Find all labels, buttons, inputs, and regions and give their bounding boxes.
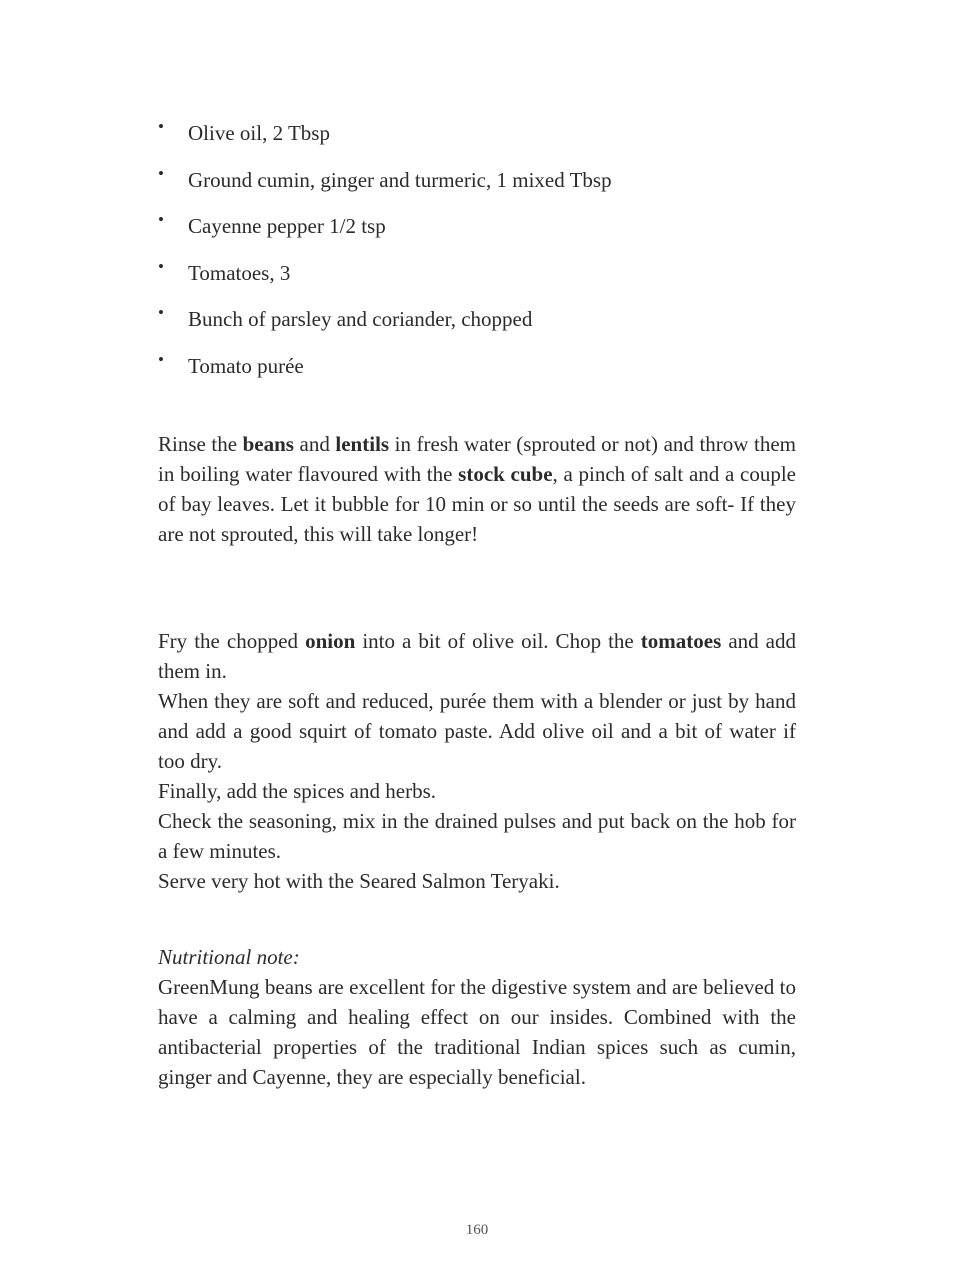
bullet-icon: • <box>158 303 164 323</box>
list-item <box>158 118 796 148</box>
text-run: and <box>293 432 336 456</box>
nutritional-note <box>158 942 796 1092</box>
bullet-icon: • <box>158 256 164 276</box>
method-line: When they are soft and reduced, purée them with a blender or just by hand and add a good squirt of tomato paste. Add olive oil and a bit of water if too dry. <box>158 689 796 773</box>
text-run: Fry the chopped <box>158 629 306 653</box>
text-run: into a bit of olive oil. Chop the <box>355 629 641 653</box>
note-heading: Nutritional note: <box>158 945 300 969</box>
method-line <box>158 626 796 686</box>
ingredient-text: Tomato purée <box>188 353 304 378</box>
method-line: Finally, add the spices and herbs. <box>158 779 436 803</box>
ingredient-text: Bunch of parsley and coriander, chopped <box>188 307 533 332</box>
ingredient-text: Cayenne pepper 1/2 tsp <box>188 214 386 239</box>
bold-text: beans <box>242 432 294 456</box>
ingredient-text: Olive oil, 2 Tbsp <box>188 121 330 145</box>
bullet-icon: • <box>158 210 164 230</box>
list-item <box>158 304 796 334</box>
method-line: Serve very hot with the Seared Salmon Teryaki. <box>158 869 560 893</box>
list-item <box>158 211 796 241</box>
rinse-paragraph <box>158 429 796 549</box>
bold-text: lentils <box>335 432 390 456</box>
bold-text: stock cube <box>458 462 553 486</box>
bold-text: tomatoes <box>640 629 722 653</box>
note-body: GreenMung beans are excellent for the digestive system and are believed to have a calming and healing effect on our insides. Combined with the antibacterial properties of the traditional Indian spices such as cumin, ginger and Cayenne, they are especially beneficial. <box>158 975 796 1089</box>
text-run: , a pinch of salt and a couple of bay leaves. Let it bubble for 10 min or so until the seeds are soft- If they are not sprouted, this will take longer! <box>158 462 796 546</box>
bullet-icon: • <box>158 117 164 136</box>
text-run: Rinse the <box>158 432 243 456</box>
list-item <box>158 165 796 195</box>
ingredients-list <box>158 118 796 398</box>
list-item <box>158 351 796 381</box>
list-item <box>158 258 796 288</box>
bullet-icon: • <box>158 163 164 183</box>
text-run: in fresh water (sprouted or not) and throw them in boiling water flavoured with the <box>158 432 796 486</box>
bullet-icon: • <box>158 349 164 369</box>
ingredient-text: Ground cumin, ginger and turmeric, 1 mixed Tbsp <box>188 167 612 192</box>
ingredient-text: Tomatoes, 3 <box>188 260 291 285</box>
method-paragraph <box>158 626 796 896</box>
bold-text: onion <box>305 629 356 653</box>
page-number: 160 <box>465 1222 489 1238</box>
text-run: and add them in. <box>158 629 796 683</box>
method-line: Check the seasoning, mix in the drained pulses and put back on the hob for a few minutes. <box>158 809 796 863</box>
